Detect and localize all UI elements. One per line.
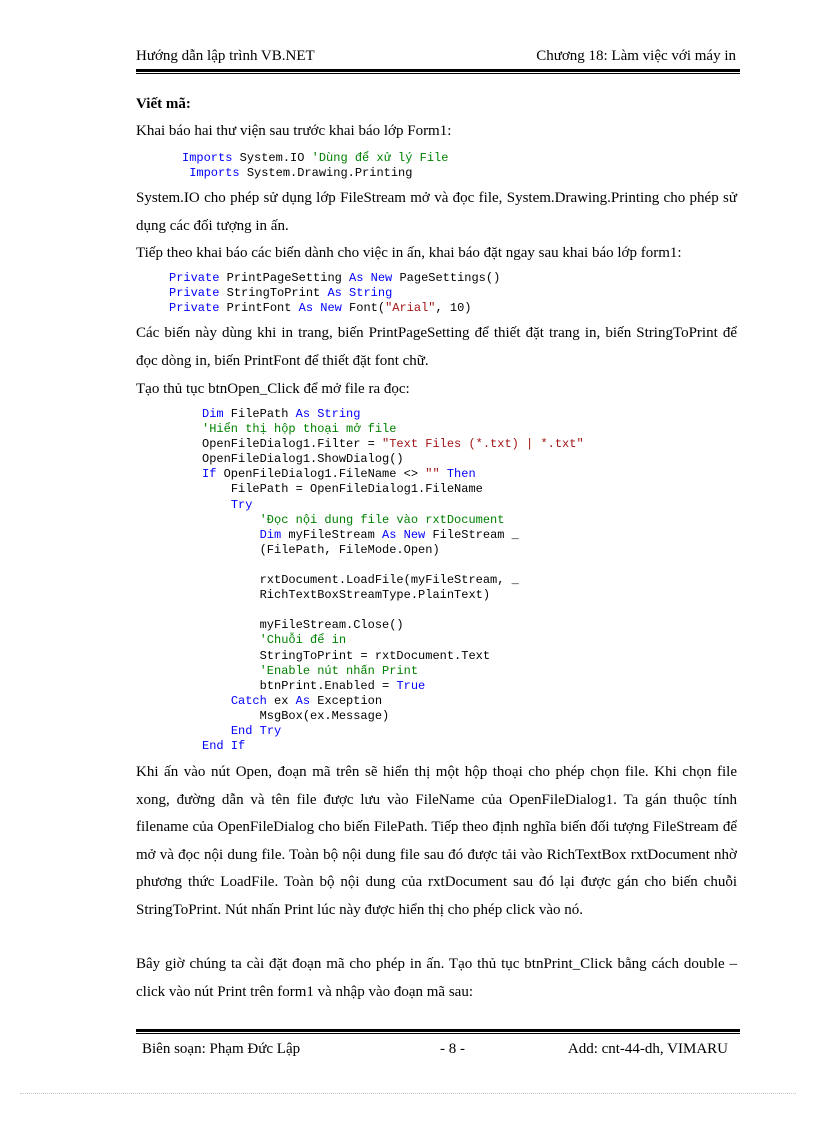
footer-rule-thick <box>136 1029 740 1032</box>
code-line: Private StringToPrint As String <box>169 286 393 301</box>
code-line: rxtDocument.LoadFile(myFileStream, _ <box>259 573 519 588</box>
paragraph-system-io: System.IO cho phép sử dụng lớp FileStream mở và đọc file, System.Drawing.Printing cho phép sử dụng các đối tượng in ấn. <box>136 190 737 234</box>
code-line: myFileStream.Close() <box>259 618 404 633</box>
code-line: Dim FilePath As String <box>202 407 361 421</box>
code-line: RichTextBoxStreamType.PlainText) <box>259 588 491 603</box>
code-block-declarations <box>169 271 500 316</box>
code-line: Dim myFileStream As New FileStream _ <box>259 527 519 542</box>
paragraph-declare-vars: Tiếp theo khai báo các biến dành cho việc in ấn, khai báo đặt ngay sau khai báo lớp form1: <box>136 245 682 261</box>
code-line: 'Đọc nội dung file vào rxtDocument <box>259 512 505 527</box>
code-line: StringToPrint = rxtDocument.Text <box>259 648 491 663</box>
footer-author: Biên soạn: Phạm Đức Lập <box>142 1041 301 1057</box>
code-line: 'Hiển thị hộp thoại mở file <box>202 422 397 437</box>
section-heading: Viết mã: <box>136 96 191 112</box>
code-line <box>202 558 584 573</box>
footer-rule-thin <box>136 1033 740 1034</box>
code-line: Imports System.IO 'Dùng để xử lý File <box>182 151 449 165</box>
header-rule-thick <box>136 69 740 72</box>
code-line: 'Chuỗi để in <box>259 633 347 648</box>
code-line: 'Enable nút nhấn Print <box>259 663 419 678</box>
code-line: Try <box>230 497 253 512</box>
code-line: If OpenFileDialog1.FileName <> "" Then <box>202 467 476 482</box>
code-block-imports <box>182 151 448 181</box>
paragraph-vars-explained: Các biến này dùng khi in trang, biến PrintPageSetting để thiết đặt trang in, biến StringToPrint để đọc dòng in, biến PrintFont để thiết đặt font chữ. <box>136 325 737 369</box>
code-line: Imports System.Drawing.Printing <box>189 166 413 181</box>
header-rule-thin <box>136 73 740 74</box>
code-line: btnPrint.Enabled = True <box>259 678 426 693</box>
code-line: OpenFileDialog1.Filter = "Text Files (*.txt) | *.txt" <box>202 437 584 452</box>
code-line: FilePath = OpenFileDialog1.FileName <box>230 482 483 497</box>
header-chapter-title: Chương 18: Làm việc với máy in <box>536 48 736 64</box>
page-number: - 8 - <box>440 1041 465 1057</box>
code-line: (FilePath, FileMode.Open) <box>259 542 440 557</box>
code-line: OpenFileDialog1.ShowDialog() <box>202 452 404 467</box>
paragraph-open-proc: Tạo thủ tục btnOpen_Click để mở file ra đọc: <box>136 381 410 397</box>
code-line <box>202 603 584 618</box>
code-line: Private PrintPageSetting As New PageSettings() <box>169 271 501 285</box>
page-header <box>136 48 736 68</box>
code-line: End Try <box>230 723 282 738</box>
footer-address: Add: cnt-44-dh, VIMARU <box>567 1041 728 1057</box>
code-block-open-click <box>202 407 584 754</box>
page-bottom-border <box>20 1093 796 1094</box>
code-line: Catch ex As Exception <box>230 693 383 708</box>
header-book-title: Hướng dẫn lập trình VB.NET <box>136 48 315 64</box>
code-line: MsgBox(ex.Message) <box>259 708 390 723</box>
paragraph-print-intro: Bây giờ chúng ta cài đặt đoạn mã cho phép in ấn. Tạo thủ tục btnPrint_Click bằng cách double – click vào nút Print trên form1 và nhập vào đoạn mã sau: <box>136 956 737 1000</box>
paragraph-open-explained: Khi ấn vào nút Open, đoạn mã trên sẽ hiển thị một hộp thoại cho phép chọn file. Khi chọn file xong, đường dẫn và tên file được lưu vào FileName của OpenFileDialog1. Ta gán thuộc tính filename của OpenFileDialog cho biến FilePath. Tiếp theo định nghĩa biến đối tượng FileStream để mở và đọc nội dung file. Toàn bộ nội dung file sau đó được tải vào RichTextBox rxtDocument nhờ phương thức LoadFile. Toàn bộ nội dung của rxtDocument sau đó lại được gán cho biến chuỗi StringToPrint. Nút nhấn Print lúc này được hiển thị cho phép click vào nó. <box>136 764 737 918</box>
paragraph-intro: Khai báo hai thư viện sau trước khai báo lớp Form1: <box>136 123 452 139</box>
code-line: End If <box>202 739 246 754</box>
code-line: Private PrintFont As New Font("Arial", 10) <box>169 301 472 316</box>
